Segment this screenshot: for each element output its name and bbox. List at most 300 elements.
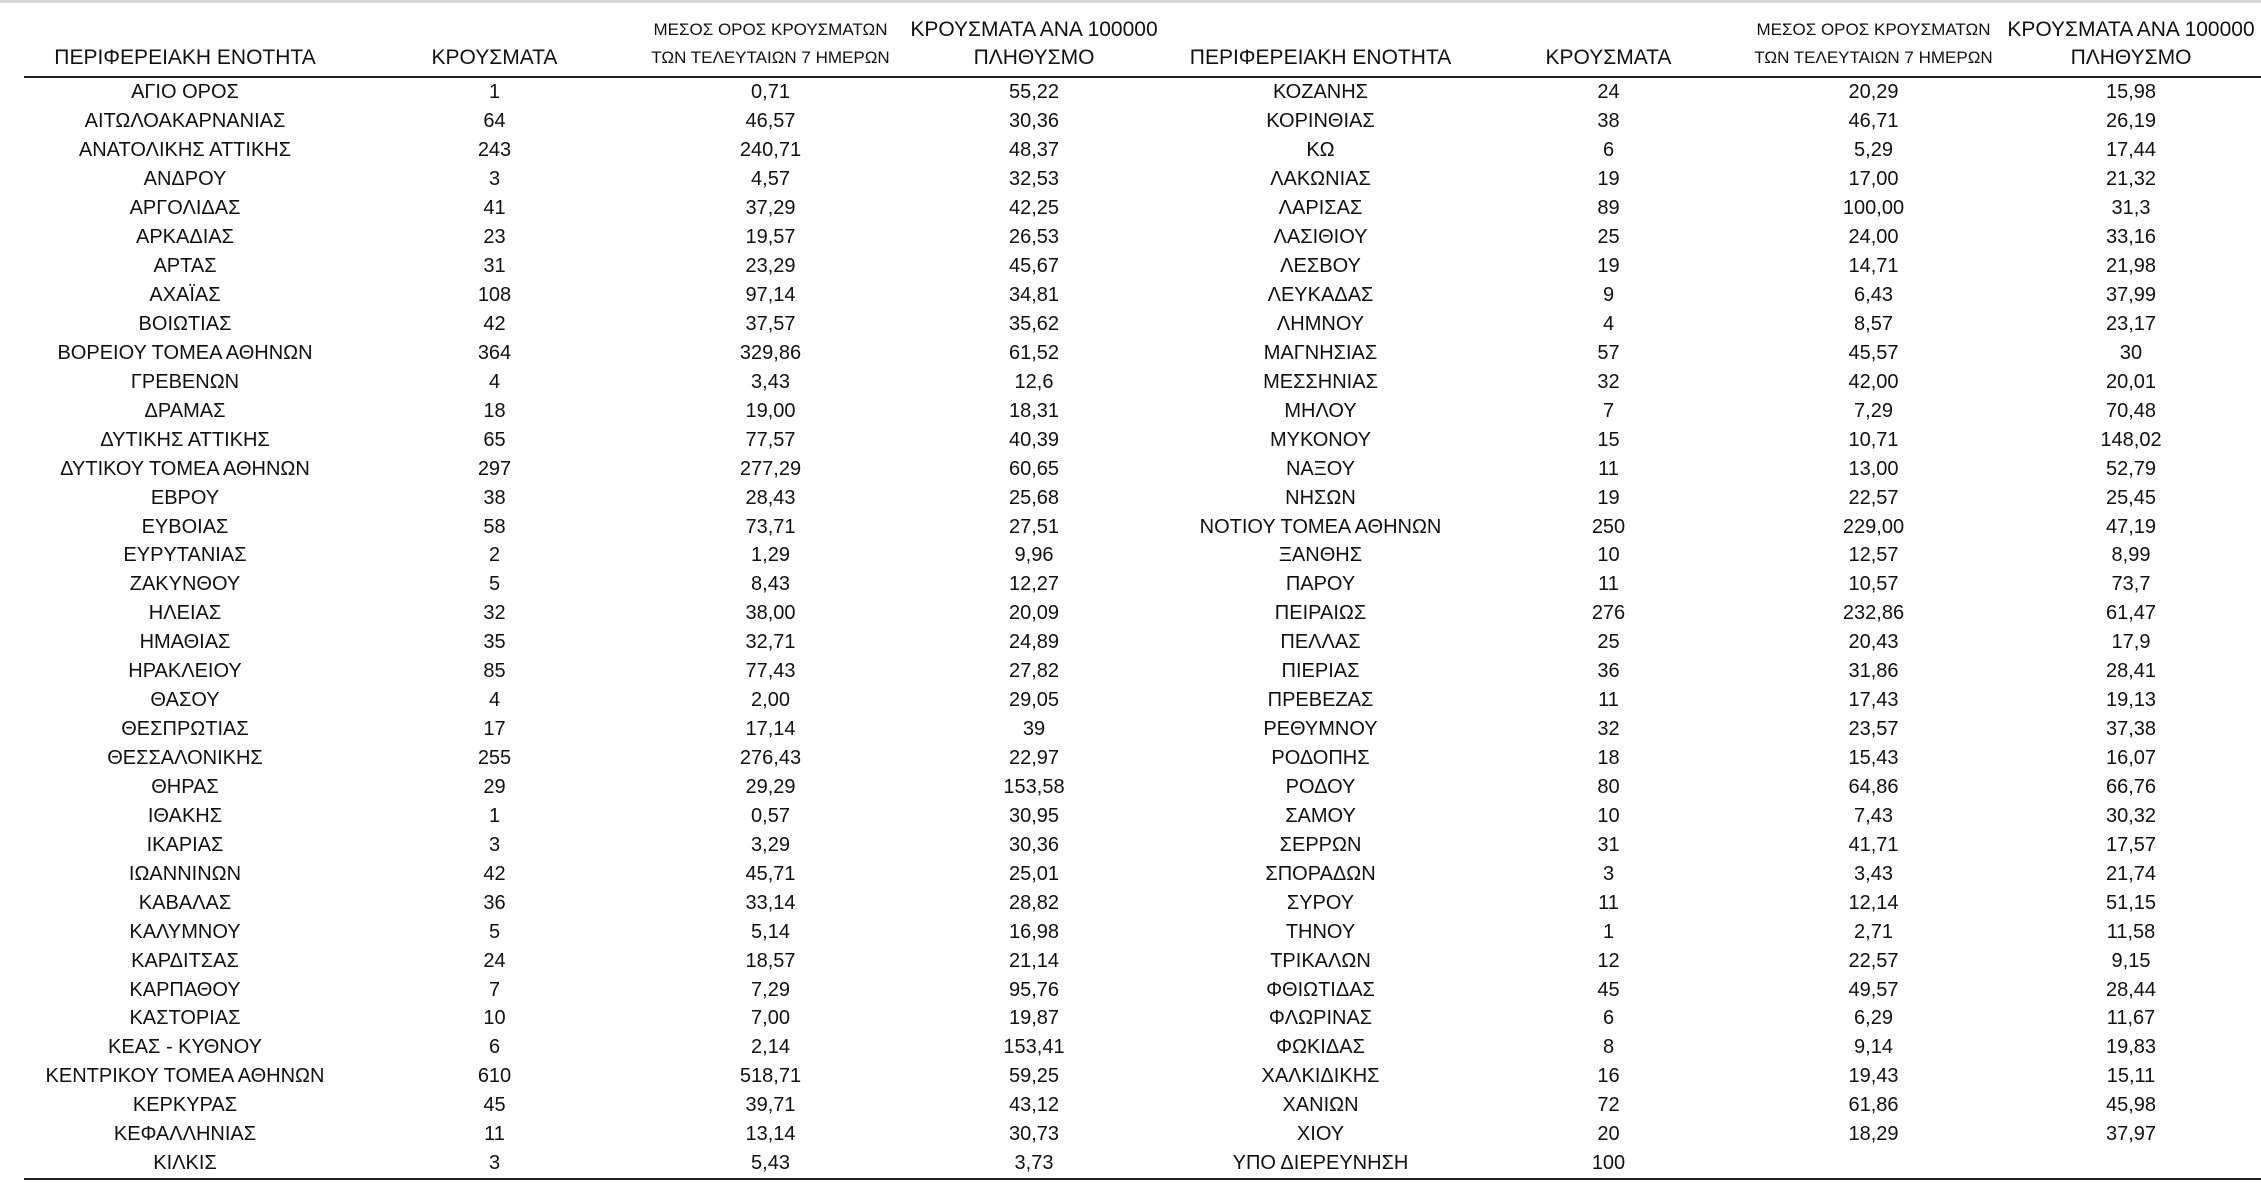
left-region-name: ΑΡΚΑΔΙΑΣ (136, 226, 234, 249)
left-region-name: ΘΕΣΠΡΩΤΙΑΣ (121, 718, 249, 741)
left-per100k-value: 22,97 (1008, 747, 1060, 770)
left-region-name: ΚΑΡΠΑΘΟΥ (129, 978, 241, 1001)
table-row (24, 1149, 2261, 1179)
left-avg7-value: 5,43 (643, 1149, 898, 1179)
left-avg7-value: 77,43 (745, 660, 796, 683)
right-per100k-value: 148,02 (2100, 428, 2162, 451)
left-cases-value: 243 (477, 139, 512, 162)
right-region-name: ΜΑΓΝΗΣΙΑΣ (1263, 341, 1378, 364)
right-cases-value: 19 (1597, 168, 1620, 191)
header-per100k-line2: ΠΛΗΘΥΣΜΟ (973, 46, 1095, 69)
header-avg7-right (1746, 16, 2001, 77)
right-cases-value: 4 (1602, 312, 1615, 335)
right-cases-value: 25 (1597, 226, 1620, 249)
left-per100k-value: 42,25 (1008, 197, 1060, 220)
table-row (24, 686, 2261, 715)
left-region-name: ΑΝΑΤΟΛΙΚΗΣ ΑΤΤΙΚΗΣ (78, 139, 292, 162)
right-cases-value: 100 (1471, 1149, 1746, 1179)
left-per100k-value: 24,89 (1008, 631, 1060, 654)
left-per100k-value: 59,25 (1008, 1065, 1060, 1088)
left-avg7-value: 13,14 (745, 1123, 796, 1146)
right-region-name: ΛΑΣΙΘΙΟΥ (1273, 226, 1368, 249)
left-avg7-value: 276,43 (739, 747, 802, 770)
left-avg7-value: 45,71 (745, 862, 796, 885)
left-cases-value: 42 (483, 312, 506, 335)
left-region-name: ΑΙΤΩΛΟΑΚΑΡΝΑΝΙΑΣ (84, 110, 286, 133)
left-per100k-value: 40,39 (1008, 428, 1060, 451)
table-row (24, 657, 2261, 686)
left-region-name: ΕΥΡΥΤΑΝΙΑΣ (123, 544, 247, 567)
right-avg7-value: 31,86 (1848, 660, 1899, 683)
left-avg7-value: 38,00 (745, 602, 796, 625)
left-per100k-value: 25,01 (1008, 862, 1060, 885)
left-per100k-value: 30,73 (1008, 1123, 1060, 1146)
right-avg7-value: 42,00 (1848, 370, 1899, 393)
right-per100k-value: 25,45 (2105, 486, 2157, 509)
right-per100k-value: 8,99 (2111, 544, 2151, 567)
table-row (24, 338, 2261, 367)
left-avg7-value: 37,29 (745, 197, 796, 220)
table-row (24, 1004, 2261, 1033)
right-per100k-value: 73,7 (2111, 573, 2151, 596)
right-cases-value: 250 (1591, 515, 1626, 538)
right-region-name: ΚΟΖΑΝΗΣ (1272, 81, 1369, 104)
left-region-name: ΚΑΒΑΛΑΣ (138, 891, 232, 914)
header-avg7-line2: ΤΩΝ ΤΕΛΕΥΤΑΙΩΝ 7 ΗΜΕΡΩΝ (651, 48, 890, 67)
right-cases-value: 276 (1591, 602, 1626, 625)
right-avg7-value: 12,57 (1848, 544, 1899, 567)
right-region-name: ΡΟΔΟΥ (1285, 775, 1356, 798)
left-avg7-value: 3,43 (751, 370, 790, 393)
right-region-name: ΧΑΛΚΙΔΙΚΗΣ (1261, 1065, 1380, 1088)
left-per100k-value: 32,53 (1008, 168, 1060, 191)
left-cases-value: 6 (488, 1036, 501, 1059)
left-cases-value: 38 (483, 486, 506, 509)
left-avg7-value: 73,71 (745, 515, 796, 538)
right-region-name: ΠΙΕΡΙΑΣ (1281, 660, 1360, 683)
right-cases-value: 45 (1597, 978, 1620, 1001)
right-avg7-value: 18,29 (1848, 1123, 1899, 1146)
left-cases-value: 4 (488, 689, 501, 712)
right-region-name: ΚΩ (1306, 139, 1335, 162)
right-per100k-value: 17,44 (2105, 139, 2157, 162)
left-region-name: ΚΕΑΣ - ΚΥΘΝΟΥ (108, 1036, 262, 1059)
left-avg7-value: 77,57 (745, 428, 796, 451)
left-cases-value: 45 (483, 1094, 506, 1117)
right-region-name: ΞΑΝΘΗΣ (1278, 544, 1363, 567)
right-per100k-value: 9,15 (2111, 949, 2151, 972)
left-cases-value: 5 (488, 573, 501, 596)
left-cases-value: 255 (477, 747, 512, 770)
right-region-name: ΛΑΚΩΝΙΑΣ (1270, 168, 1371, 191)
right-per100k-value: 26,19 (2105, 110, 2157, 133)
left-cases-value: 64 (483, 110, 506, 133)
table-row (24, 830, 2261, 859)
right-region-name: ΦΛΩΡΙΝΑΣ (1268, 1007, 1373, 1030)
table-row (24, 744, 2261, 773)
left-per100k-value: 19,87 (1008, 1007, 1060, 1030)
right-per100k-value: 37,99 (2105, 284, 2157, 307)
left-per100k-value: 27,82 (1008, 660, 1060, 683)
header-region-right (1170, 16, 1471, 77)
left-region-name: ΗΜΑΘΙΑΣ (139, 631, 231, 654)
left-per100k-value: 30,36 (1008, 833, 1060, 856)
left-cases-value: 108 (477, 284, 512, 307)
left-per100k-value: 21,14 (1008, 949, 1060, 972)
right-avg7-value: 10,71 (1848, 428, 1899, 451)
header-avg7-line1: ΜΕΣΟΣ ΟΡΟΣ ΚΡΟΥΣΜΑΤΩΝ (1756, 20, 1991, 39)
left-per100k-value: 27,51 (1008, 515, 1060, 538)
cases-table-sheet (24, 16, 2261, 1180)
right-region-name: ΠΕΙΡΑΙΩΣ (1274, 602, 1367, 625)
left-avg7-value: 2,14 (751, 1036, 790, 1059)
right-region-name: ΧΑΝΙΩΝ (1282, 1094, 1359, 1117)
header-avg7-left (643, 16, 898, 77)
left-per100k-value: 12,27 (1008, 573, 1060, 596)
right-cases-value: 57 (1597, 341, 1620, 364)
left-per100k-value: 12,6 (1014, 370, 1054, 393)
right-avg7-value: 17,43 (1848, 689, 1899, 712)
table-body (24, 77, 2261, 1179)
left-cases-value: 31 (483, 255, 506, 278)
left-cases-value: 65 (483, 428, 506, 451)
table-row (24, 599, 2261, 628)
right-cases-value: 11 (1598, 891, 1619, 914)
right-cases-value: 12 (1597, 949, 1620, 972)
table-row (24, 165, 2261, 194)
right-avg7-value: 15,43 (1848, 747, 1899, 770)
right-avg7-value: 46,71 (1848, 110, 1899, 133)
left-cases-value: 29 (483, 775, 506, 798)
left-avg7-value: 19,00 (745, 399, 796, 422)
left-per100k-value: 153,41 (1003, 1036, 1065, 1059)
left-cases-value: 3 (488, 833, 501, 856)
table-row (24, 801, 2261, 830)
right-region-name: ΜΗΛΟΥ (1284, 399, 1357, 422)
table-row (24, 483, 2261, 512)
left-cases-value: 42 (483, 862, 506, 885)
header-region-label: ΠΕΡΙΦΕΡΕΙΑΚΗ ΕΝΟΤΗΤΑ (54, 46, 316, 69)
right-region-name: ΤΗΝΟΥ (1285, 920, 1356, 943)
table-row (24, 541, 2261, 570)
left-avg7-value: 18,57 (745, 949, 796, 972)
left-region-name: ΑΡΓΟΛΙΔΑΣ (129, 197, 241, 220)
right-region-name: ΝΗΣΩΝ (1285, 486, 1356, 509)
left-avg7-value: 5,14 (751, 920, 790, 943)
table-row (24, 1033, 2261, 1062)
right-cases-value: 11 (1598, 573, 1619, 596)
header-per100k-right (2001, 16, 2261, 77)
left-per100k-value: 29,05 (1008, 689, 1060, 712)
left-region-name: ΘΑΣΟΥ (150, 689, 220, 712)
right-per100k-value: 70,48 (2105, 399, 2157, 422)
right-per100k-value: 20,01 (2105, 370, 2157, 393)
left-avg7-value: 97,14 (745, 284, 796, 307)
left-avg7-value: 7,00 (751, 1007, 790, 1030)
header-cases-label: ΚΡΟΥΣΜΑΤΑ (1545, 46, 1672, 69)
right-avg7-value: 61,86 (1848, 1094, 1899, 1117)
right-per100k-value: 45,98 (2105, 1094, 2157, 1117)
left-per100k-value: 55,22 (1008, 81, 1060, 104)
right-avg7-value: 229,00 (1842, 515, 1905, 538)
left-cases-value: 17 (483, 718, 506, 741)
right-avg7-value: 6,43 (1854, 284, 1893, 307)
left-region-name: ΑΧΑΪΑΣ (149, 284, 221, 307)
left-avg7-value: 4,57 (751, 168, 790, 191)
left-cases-value: 32 (483, 602, 506, 625)
right-avg7-value: 7,43 (1854, 804, 1893, 827)
left-cases-value: 2 (488, 544, 501, 567)
left-avg7-value: 23,29 (745, 255, 796, 278)
left-cases-value: 1 (488, 804, 501, 827)
right-per100k-value: 16,07 (2105, 747, 2157, 770)
left-per100k-value: 48,37 (1008, 139, 1060, 162)
right-cases-value: 6 (1602, 1007, 1615, 1030)
left-per100k-value: 61,52 (1008, 341, 1060, 364)
left-region-name: ΚΕΦΑΛΛΗΝΙΑΣ (113, 1123, 257, 1146)
left-per100k-value: 16,98 (1008, 920, 1060, 943)
right-cases-value: 7 (1602, 399, 1615, 422)
left-per100k-value: 18,31 (1008, 399, 1060, 422)
right-region-name: ΝΟΤΙΟΥ ΤΟΜΕΑ ΑΘΗΝΩΝ (1199, 515, 1442, 538)
table-row (24, 136, 2261, 165)
right-cases-value: 10 (1597, 544, 1620, 567)
regional-cases-table (24, 16, 2261, 1180)
right-cases-value: 10 (1597, 804, 1620, 827)
header-per100k-left (898, 16, 1170, 77)
right-region-name: ΣΑΜΟΥ (1285, 804, 1356, 827)
right-cases-value: 31 (1597, 833, 1620, 856)
left-avg7-value: 277,29 (739, 457, 802, 480)
left-per100k-value: 28,82 (1008, 891, 1060, 914)
right-per100k-value: 52,79 (2105, 457, 2157, 480)
right-per100k-value (2001, 1149, 2261, 1179)
left-cases-value: 10 (483, 1007, 506, 1030)
right-cases-value: 32 (1597, 370, 1620, 393)
left-region-name: ΚΕΝΤΡΙΚΟΥ ΤΟΜΕΑ ΑΘΗΝΩΝ (45, 1065, 325, 1088)
right-avg7-value: 20,43 (1848, 631, 1899, 654)
left-per100k-value: 3,73 (898, 1149, 1170, 1179)
left-region-name: ΗΛΕΙΑΣ (148, 602, 222, 625)
left-avg7-value: 7,29 (751, 978, 790, 1001)
right-per100k-value: 19,83 (2105, 1036, 2157, 1059)
right-cases-value: 80 (1597, 775, 1620, 798)
left-avg7-value: 17,14 (745, 718, 796, 741)
right-per100k-value: 30,32 (2105, 804, 2157, 827)
right-cases-value: 8 (1602, 1036, 1615, 1059)
left-cases-value: 35 (483, 631, 506, 654)
table-row (24, 1120, 2261, 1149)
left-per100k-value: 60,65 (1008, 457, 1060, 480)
right-per100k-value: 30 (2119, 341, 2143, 364)
table-row (24, 310, 2261, 339)
right-per100k-value: 11,67 (2106, 1007, 2156, 1030)
header-row (24, 16, 2261, 77)
table-row (24, 454, 2261, 483)
left-avg7-value: 240,71 (739, 139, 802, 162)
left-cases-value: 3 (346, 1149, 643, 1179)
header-region-label: ΠΕΡΙΦΕΡΕΙΑΚΗ ΕΝΟΤΗΤΑ (1189, 46, 1452, 69)
right-per100k-value: 15,11 (2106, 1065, 2156, 1088)
right-region-name: ΤΡΙΚΑΛΩΝ (1270, 949, 1371, 972)
left-per100k-value: 39 (1022, 718, 1046, 741)
table-header (24, 16, 2261, 77)
right-per100k-value: 15,98 (2105, 81, 2157, 104)
table-row (24, 77, 2261, 107)
table-row (24, 859, 2261, 888)
left-region-name: ΚΕΡΚΥΡΑΣ (132, 1094, 238, 1117)
right-avg7-value: 12,14 (1848, 891, 1899, 914)
right-per100k-value: 28,44 (2105, 978, 2157, 1001)
right-avg7-value: 7,29 (1854, 399, 1893, 422)
right-region-name: ΧΙΟΥ (1296, 1123, 1345, 1146)
right-region-name: ΠΡΕΒΕΖΑΣ (1267, 689, 1374, 712)
left-region-name: ΚΙΛΚΙΣ (24, 1149, 346, 1179)
header-cases-left (346, 16, 643, 77)
table-row (24, 715, 2261, 744)
left-region-name: ΔΡΑΜΑΣ (144, 399, 226, 422)
table-row (24, 396, 2261, 425)
right-per100k-value: 33,16 (2105, 226, 2157, 249)
right-avg7-value: 232,86 (1842, 602, 1905, 625)
left-avg7-value: 0,71 (751, 81, 790, 104)
header-per100k-line2: ΠΛΗΘΥΣΜΟ (2070, 46, 2192, 69)
right-per100k-value: 11,58 (2106, 920, 2156, 943)
left-per100k-value: 153,58 (1003, 775, 1065, 798)
right-avg7-value: 10,57 (1848, 573, 1899, 596)
right-avg7-value: 9,14 (1854, 1036, 1893, 1059)
left-avg7-value: 29,29 (745, 775, 796, 798)
left-per100k-value: 30,36 (1008, 110, 1060, 133)
right-cases-value: 72 (1597, 1094, 1620, 1117)
right-cases-value: 11 (1598, 689, 1619, 712)
table-row (24, 917, 2261, 946)
right-region-name: ΥΠΟ ΔΙΕΡΕΥΝΗΣΗ (1170, 1149, 1471, 1179)
left-avg7-value: 39,71 (745, 1094, 796, 1117)
right-region-name: ΜΥΚΟΝΟΥ (1270, 428, 1371, 451)
right-cases-value: 9 (1602, 284, 1615, 307)
right-avg7-value: 2,71 (1854, 920, 1893, 943)
right-per100k-value: 37,97 (2105, 1123, 2157, 1146)
right-cases-value: 20 (1597, 1123, 1620, 1146)
left-per100k-value: 34,81 (1008, 284, 1060, 307)
left-per100k-value: 35,62 (1008, 312, 1060, 335)
right-cases-value: 89 (1597, 197, 1620, 220)
left-cases-value: 7 (488, 978, 501, 1001)
left-region-name: ΖΑΚΥΝΘΟΥ (129, 573, 241, 596)
left-avg7-value: 1,29 (751, 544, 790, 567)
right-per100k-value: 23,17 (2105, 312, 2157, 335)
left-region-name: ΒΟΙΩΤΙΑΣ (138, 312, 232, 335)
right-cases-value: 3 (1602, 862, 1615, 885)
right-per100k-value: 19,13 (2105, 689, 2157, 712)
right-avg7-value: 19,43 (1848, 1065, 1899, 1088)
left-avg7-value: 37,57 (745, 312, 796, 335)
left-cases-value: 11 (484, 1123, 505, 1146)
left-region-name: ΔΥΤΙΚΗΣ ΑΤΤΙΚΗΣ (100, 428, 270, 451)
left-cases-value: 3 (488, 168, 501, 191)
header-avg7-line2: ΤΩΝ ΤΕΛΕΥΤΑΙΩΝ 7 ΗΜΕΡΩΝ (1754, 48, 1993, 67)
right-avg7-value: 22,57 (1848, 486, 1899, 509)
right-region-name: ΛΑΡΙΣΑΣ (1278, 197, 1363, 220)
left-per100k-value: 9,96 (1014, 544, 1054, 567)
left-avg7-value: 46,57 (745, 110, 796, 133)
right-region-name: ΣΕΡΡΩΝ (1279, 833, 1362, 856)
right-region-name: ΡΟΔΟΠΗΣ (1271, 747, 1370, 770)
top-border-line (0, 0, 2261, 3)
table-row (24, 252, 2261, 281)
right-cases-value: 1 (1602, 920, 1615, 943)
right-avg7-value: 6,29 (1854, 1007, 1893, 1030)
table-row (24, 628, 2261, 657)
right-avg7-value: 23,57 (1848, 718, 1899, 741)
left-region-name: ΒΟΡΕΙΟΥ ΤΟΜΕΑ ΑΘΗΝΩΝ (57, 341, 313, 364)
left-region-name: ΕΒΡΟΥ (150, 486, 220, 509)
right-cases-value: 24 (1597, 81, 1620, 104)
left-avg7-value: 329,86 (739, 341, 802, 364)
right-per100k-value: 47,19 (2105, 515, 2157, 538)
right-cases-value: 11 (1598, 457, 1619, 480)
table-row (24, 975, 2261, 1004)
header-per100k-line1: ΚΡΟΥΣΜΑΤΑ ΑΝΑ 100000 (910, 18, 1158, 41)
left-cases-value: 85 (483, 660, 506, 683)
table-row (24, 1062, 2261, 1091)
left-cases-value: 364 (477, 341, 512, 364)
left-per100k-value: 95,76 (1008, 978, 1060, 1001)
header-per100k-line1: ΚΡΟΥΣΜΑΤΑ ΑΝΑ 100000 (2007, 18, 2255, 41)
left-cases-value: 297 (477, 457, 512, 480)
right-cases-value: 18 (1597, 747, 1620, 770)
left-cases-value: 1 (488, 81, 501, 104)
left-avg7-value: 19,57 (745, 226, 796, 249)
left-cases-value: 4 (488, 370, 501, 393)
left-cases-value: 610 (477, 1065, 512, 1088)
left-per100k-value: 20,09 (1008, 602, 1060, 625)
left-region-name: ΘΕΣΣΑΛΟΝΙΚΗΣ (107, 747, 263, 770)
right-region-name: ΠΕΛΛΑΣ (1280, 631, 1361, 654)
right-region-name: ΝΑΞΟΥ (1285, 457, 1356, 480)
right-region-name: ΠΑΡΟΥ (1285, 573, 1356, 596)
right-per100k-value: 37,38 (2105, 718, 2157, 741)
left-avg7-value: 8,43 (751, 573, 790, 596)
left-avg7-value: 518,71 (739, 1065, 802, 1088)
right-avg7-value: 22,57 (1848, 949, 1899, 972)
right-cases-value: 38 (1597, 110, 1620, 133)
left-cases-value: 36 (483, 891, 506, 914)
left-avg7-value: 33,14 (745, 891, 796, 914)
right-region-name: ΛΗΜΝΟΥ (1276, 312, 1365, 335)
table-row (24, 425, 2261, 454)
left-region-name: ΕΥΒΟΙΑΣ (141, 515, 229, 538)
right-avg7-value: 45,57 (1848, 341, 1899, 364)
left-avg7-value: 3,29 (751, 833, 790, 856)
left-region-name: ΙΘΑΚΗΣ (147, 804, 223, 827)
right-cases-value: 36 (1597, 660, 1620, 683)
right-region-name: ΚΟΡΙΝΘΙΑΣ (1266, 110, 1375, 133)
right-per100k-value: 51,15 (2105, 891, 2157, 914)
left-region-name: ΑΡΤΑΣ (153, 255, 217, 278)
left-cases-value: 18 (483, 399, 506, 422)
right-per100k-value: 21,98 (2105, 255, 2157, 278)
right-avg7-value (1746, 1149, 2001, 1179)
left-per100k-value: 30,95 (1008, 804, 1060, 827)
right-avg7-value: 64,86 (1848, 775, 1899, 798)
right-avg7-value: 20,29 (1848, 81, 1899, 104)
left-cases-value: 5 (488, 920, 501, 943)
right-region-name: ΦΘΙΩΤΙΔΑΣ (1266, 978, 1375, 1001)
right-per100k-value: 66,76 (2105, 775, 2157, 798)
left-region-name: ΑΓΙΟ ΟΡΟΣ (131, 81, 239, 104)
